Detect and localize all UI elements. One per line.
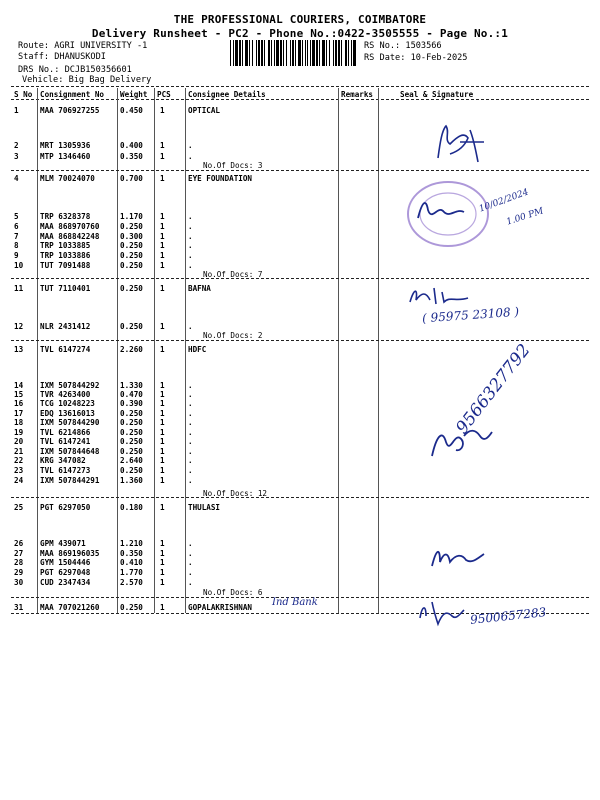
row-sno: 31 — [14, 603, 24, 612]
row-weight: 0.250 — [120, 222, 143, 231]
row-consignee-details: . — [188, 447, 193, 456]
col-consignee: Consignee Details — [188, 90, 266, 99]
signature-group-5 — [428, 540, 488, 574]
company-title: THE PROFESSIONAL COURIERS, COIMBATORE — [173, 13, 427, 26]
row-sno: 22 — [14, 456, 24, 465]
stamp-date-handwritten: 10/02/2024 — [477, 187, 531, 215]
docs-count: No.Of Docs: 7 — [203, 270, 263, 279]
row-sno: 8 — [14, 241, 19, 250]
row-consignment-no: TVL 6147273 — [40, 466, 91, 475]
row-consignee-details: . — [188, 222, 193, 231]
col-divider — [154, 88, 155, 613]
row-consignment-no: MAA 868970760 — [40, 222, 100, 231]
row-sno: 21 — [14, 447, 24, 456]
row-sno: 11 — [14, 284, 24, 293]
col-remarks: Remarks — [341, 90, 374, 99]
row-pcs: 1 — [160, 390, 165, 399]
row-consignee-details: . — [188, 437, 193, 446]
row-pcs: 1 — [160, 141, 165, 150]
row-weight: 0.180 — [120, 503, 143, 512]
row-weight: 0.250 — [120, 603, 143, 612]
row-weight: 0.470 — [120, 390, 143, 399]
signature-group-1 — [420, 118, 500, 173]
col-pcs: PCS — [157, 90, 171, 99]
row-weight: 0.250 — [120, 261, 143, 270]
row-weight: 0.350 — [120, 152, 143, 161]
row-sno: 29 — [14, 568, 24, 577]
row-sno: 1 — [14, 106, 19, 115]
row-sno: 2 — [14, 141, 19, 150]
row-weight: 1.770 — [120, 568, 143, 577]
row-pcs: 1 — [160, 399, 165, 408]
row-consignee-details: . — [188, 152, 193, 161]
gopal-phone-handwritten: 9500657283 — [469, 605, 547, 627]
row-consignment-no: MAA 869196035 — [40, 549, 100, 558]
row-consignment-no: TUT 7091488 — [40, 261, 91, 270]
row-weight: 0.250 — [120, 466, 143, 475]
row-consignment-no: IXM 507844290 — [40, 418, 100, 427]
row-sno: 9 — [14, 251, 19, 260]
row-weight: 2.260 — [120, 345, 143, 354]
header-rule-top — [11, 86, 589, 87]
row-consignment-no: IXM 507844292 — [40, 381, 100, 390]
row-consignment-no: TUT 7110401 — [40, 284, 91, 293]
stamp-time-handwritten: 1.00 PM — [505, 206, 545, 228]
barcode-image — [230, 40, 356, 66]
row-consignment-no: NLR 2431412 — [40, 322, 91, 331]
col-weight: Weight — [120, 90, 148, 99]
row-weight: 0.250 — [120, 251, 143, 260]
col-divider — [185, 88, 186, 613]
row-consignment-no: MAA 868842248 — [40, 232, 100, 241]
row-pcs: 1 — [160, 409, 165, 418]
row-sno: 12 — [14, 322, 24, 331]
row-weight: 0.250 — [120, 284, 143, 293]
row-consignee-details: . — [188, 409, 193, 418]
row-sno: 14 — [14, 381, 24, 390]
row-pcs: 1 — [160, 437, 165, 446]
docs-count: No.Of Docs: 12 — [203, 489, 268, 498]
row-weight: 1.360 — [120, 476, 143, 485]
row-weight: 0.250 — [120, 322, 143, 331]
col-divider — [37, 88, 38, 613]
gopal-note-handwritten: Ind Bank — [272, 597, 318, 608]
row-pcs: 1 — [160, 106, 165, 115]
row-consignment-no: TVL 6147241 — [40, 437, 91, 446]
row-consignee-details: GOPALAKRISHNAN — [188, 603, 253, 612]
row-consignee-details: . — [188, 322, 193, 331]
rs-date: RS Date: 10-Feb-2025 — [364, 53, 468, 63]
col-divider — [378, 88, 379, 613]
row-sno: 13 — [14, 345, 24, 354]
row-weight: 1.210 — [120, 539, 143, 548]
row-consignment-no: CUD 2347434 — [40, 578, 91, 587]
rs-number: RS No.: 1503566 — [364, 41, 442, 51]
row-consignee-details: . — [188, 466, 193, 475]
row-pcs: 1 — [160, 603, 165, 612]
row-consignee-details: . — [188, 549, 193, 558]
row-pcs: 1 — [160, 447, 165, 456]
row-sno: 20 — [14, 437, 24, 446]
row-pcs: 1 — [160, 503, 165, 512]
row-consignment-no: MAA 706927255 — [40, 106, 100, 115]
row-pcs: 1 — [160, 381, 165, 390]
bafna-phone-handwritten: ( 95975 23108 ) — [421, 304, 520, 326]
col-divider — [338, 88, 339, 613]
row-consignee-details: EYE FOUNDATION — [188, 174, 253, 183]
row-weight: 0.400 — [120, 141, 143, 150]
docs-count: No.Of Docs: 6 — [203, 588, 263, 597]
row-sno: 24 — [14, 476, 24, 485]
row-pcs: 1 — [160, 212, 165, 221]
row-consignment-no: TVL 6214866 — [40, 428, 91, 437]
row-pcs: 1 — [160, 261, 165, 270]
row-consignment-no: KRG 347082 — [40, 456, 86, 465]
row-sno: 6 — [14, 222, 19, 231]
row-pcs: 1 — [160, 284, 165, 293]
row-pcs: 1 — [160, 418, 165, 427]
row-consignee-details: . — [188, 261, 193, 270]
row-consignment-no: PGT 6297050 — [40, 503, 91, 512]
row-sno: 26 — [14, 539, 24, 548]
row-pcs: 1 — [160, 456, 165, 465]
row-weight: 0.300 — [120, 232, 143, 241]
group-divider — [11, 278, 589, 279]
row-consignment-no: MLM 70024070 — [40, 174, 95, 183]
hdfc-phone-handwritten: 9566327792 — [452, 340, 535, 438]
row-consignee-details: . — [188, 399, 193, 408]
row-weight: 2.570 — [120, 578, 143, 587]
row-consignee-details: . — [188, 418, 193, 427]
row-pcs: 1 — [160, 466, 165, 475]
row-consignment-no: TVL 6147274 — [40, 345, 91, 354]
signature-group-6 — [416, 598, 468, 628]
row-sno: 23 — [14, 466, 24, 475]
row-sno: 27 — [14, 549, 24, 558]
row-consignee-details: . — [188, 476, 193, 485]
col-seal-signature: Seal & Signature — [400, 90, 474, 99]
row-consignment-no: MAA 707021260 — [40, 603, 100, 612]
group-divider — [11, 170, 589, 171]
row-consignee-details: . — [188, 456, 193, 465]
row-consignee-details: . — [188, 390, 193, 399]
row-consignment-no: TRP 6328378 — [40, 212, 91, 221]
row-weight: 0.250 — [120, 428, 143, 437]
row-consignee-details: . — [188, 568, 193, 577]
col-consignment: Consignment No — [40, 90, 105, 99]
row-sno: 15 — [14, 390, 24, 399]
row-consignee-details: . — [188, 251, 193, 260]
row-weight: 0.250 — [120, 418, 143, 427]
staff-label: Staff: DHANUSKODI — [18, 52, 106, 62]
route-label: Route: AGRI UNIVERSITY -1 — [18, 41, 148, 51]
row-consignment-no: TRP 1033886 — [40, 251, 91, 260]
row-consignee-details: . — [188, 232, 193, 241]
row-sno: 7 — [14, 232, 19, 241]
row-pcs: 1 — [160, 345, 165, 354]
row-sno: 28 — [14, 558, 24, 567]
runsheet-subtitle: Delivery Runsheet - PC2 - Phone No.:0422-3505555 - Page No.:1 — [91, 27, 509, 40]
row-weight: 0.700 — [120, 174, 143, 183]
row-sno: 17 — [14, 409, 24, 418]
row-pcs: 1 — [160, 578, 165, 587]
row-consignment-no: MTP 1346460 — [40, 152, 91, 161]
row-sno: 4 — [14, 174, 19, 183]
row-consignee-details: . — [188, 212, 193, 221]
row-consignment-no: TCG 10248223 — [40, 399, 95, 408]
row-consignee-details: HDFC — [188, 345, 207, 354]
row-sno: 3 — [14, 152, 19, 161]
row-consignee-details: . — [188, 558, 193, 567]
row-consignee-details: . — [188, 578, 193, 587]
row-weight: 0.390 — [120, 399, 143, 408]
row-consignment-no: EDQ 13616013 — [40, 409, 95, 418]
docs-count: No.Of Docs: 2 — [203, 331, 263, 340]
row-sno: 16 — [14, 399, 24, 408]
row-weight: 0.350 — [120, 549, 143, 558]
col-sno: S No — [14, 90, 33, 99]
row-consignee-details: . — [188, 428, 193, 437]
row-weight: 0.250 — [120, 437, 143, 446]
row-consignment-no: GYM 1504446 — [40, 558, 91, 567]
row-weight: 0.250 — [120, 447, 143, 456]
row-pcs: 1 — [160, 428, 165, 437]
row-weight: 0.410 — [120, 558, 143, 567]
row-sno: 30 — [14, 578, 24, 587]
row-weight: 1.170 — [120, 212, 143, 221]
row-consignment-no: TVR 4263400 — [40, 390, 91, 399]
row-pcs: 1 — [160, 241, 165, 250]
row-sno: 25 — [14, 503, 24, 512]
vehicle-label: Vehicle: Big Bag Delivery — [22, 75, 152, 85]
drs-number: DRS No.: DCJB150356601 — [18, 65, 132, 75]
docs-count: No.Of Docs: 3 — [203, 161, 263, 170]
row-consignee-details: . — [188, 241, 193, 250]
row-weight: 2.640 — [120, 456, 143, 465]
row-sno: 10 — [14, 261, 24, 270]
row-consignee-details: . — [188, 141, 193, 150]
row-pcs: 1 — [160, 222, 165, 231]
row-pcs: 1 — [160, 568, 165, 577]
row-consignee-details: . — [188, 381, 193, 390]
row-pcs: 1 — [160, 322, 165, 331]
row-pcs: 1 — [160, 476, 165, 485]
row-pcs: 1 — [160, 549, 165, 558]
row-consignment-no: IXM 507844648 — [40, 447, 100, 456]
row-sno: 19 — [14, 428, 24, 437]
row-consignee-details: BAFNA — [188, 284, 211, 293]
row-weight: 0.250 — [120, 241, 143, 250]
row-consignee-details: OPTICAL — [188, 106, 221, 115]
row-consignee-details: . — [188, 539, 193, 548]
row-consignment-no: TRP 1033885 — [40, 241, 91, 250]
row-consignee-details: THULASI — [188, 503, 221, 512]
row-weight: 0.450 — [120, 106, 143, 115]
row-consignment-no: IXM 507844291 — [40, 476, 100, 485]
col-divider — [117, 88, 118, 613]
row-pcs: 1 — [160, 558, 165, 567]
row-weight: 1.330 — [120, 381, 143, 390]
row-weight: 0.250 — [120, 409, 143, 418]
row-pcs: 1 — [160, 539, 165, 548]
group-divider — [11, 340, 589, 341]
header-rule-bottom — [11, 99, 589, 100]
row-pcs: 1 — [160, 174, 165, 183]
row-pcs: 1 — [160, 232, 165, 241]
row-pcs: 1 — [160, 152, 165, 161]
row-consignment-no: MRT 1305936 — [40, 141, 91, 150]
row-sno: 5 — [14, 212, 19, 221]
row-sno: 18 — [14, 418, 24, 427]
row-pcs: 1 — [160, 251, 165, 260]
group-divider — [11, 497, 589, 498]
row-consignment-no: GPM 439071 — [40, 539, 86, 548]
row-consignment-no: PGT 6297048 — [40, 568, 91, 577]
company-stamp — [404, 178, 499, 258]
